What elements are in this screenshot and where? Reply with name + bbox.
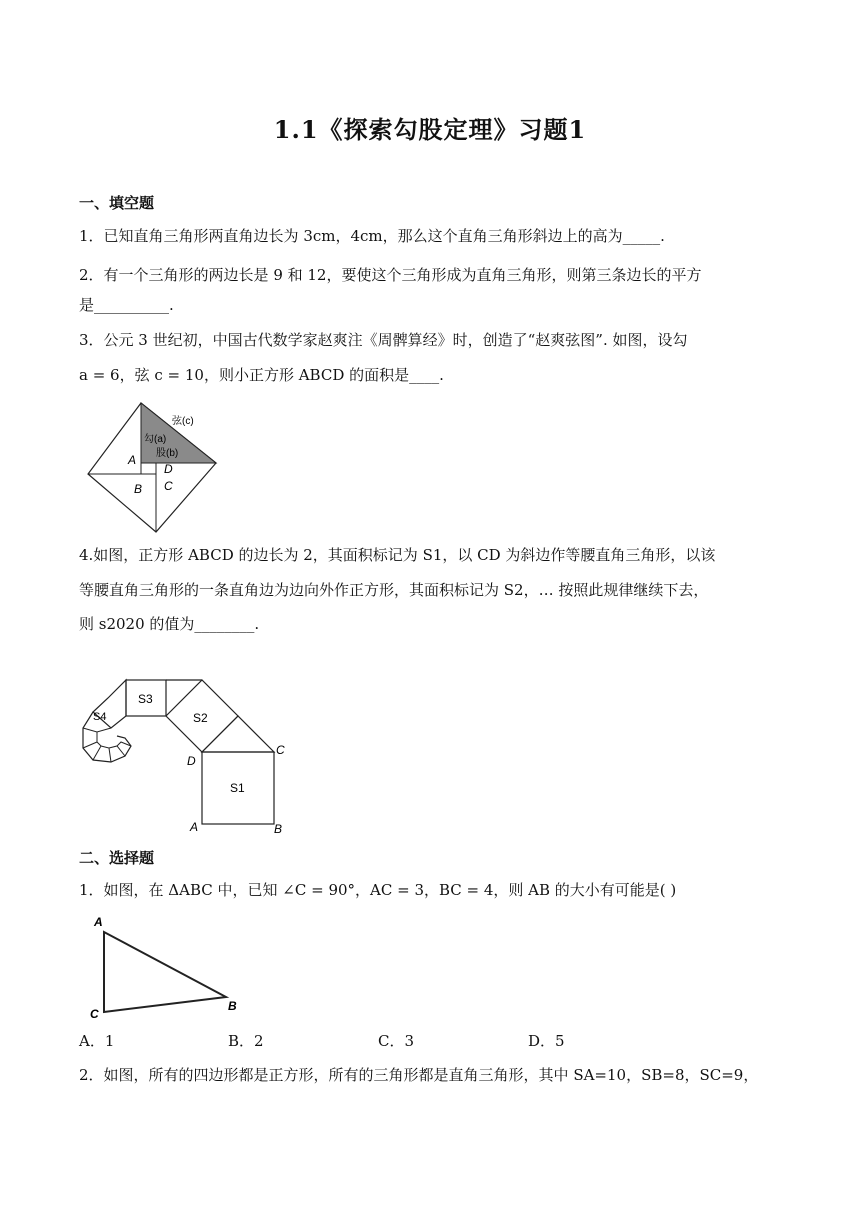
label-gu: 股(b) bbox=[156, 448, 179, 459]
triangle-abc bbox=[104, 932, 226, 1012]
option-b: B．2 bbox=[228, 1032, 264, 1050]
option-d: D．5 bbox=[528, 1032, 565, 1050]
question-3-line-2: a = 6，弦 c = 10，则小正方形 ABCD 的面积是____. bbox=[79, 366, 444, 384]
label-B: B bbox=[274, 822, 283, 836]
question-1: 1．已知直角三角形两直角边长为 3cm，4cm，那么这个直角三角形斜边上的高为_____. bbox=[79, 227, 665, 245]
option-c: C．3 bbox=[378, 1032, 415, 1050]
label-D: D bbox=[187, 754, 196, 768]
choice-question-1: 1．如图，在 ΔABC 中，已知 ∠C = 90°，AC = 3，BC = 4，则 AB 的大小有可能是( ) bbox=[79, 881, 677, 899]
small-square bbox=[141, 463, 156, 474]
spiral-squares-diagram bbox=[75, 676, 295, 836]
document-title: 1.1《探索勾股定理》习题1 bbox=[273, 115, 587, 144]
label-B: B bbox=[134, 482, 143, 496]
question-4-line-2: 等腰直角三角形的一条直角边为边向外作正方形，其面积标记为 S2，… 按照此规律继续下去， bbox=[79, 581, 709, 599]
label-A: A bbox=[190, 820, 199, 834]
label-D: D bbox=[164, 462, 173, 476]
label-s2: S2 bbox=[193, 711, 208, 725]
label-A: A bbox=[94, 915, 103, 929]
label-C: C bbox=[164, 479, 173, 493]
label-C: C bbox=[276, 743, 285, 757]
question-2-line-2: 是__________. bbox=[79, 296, 174, 314]
label-A: A bbox=[128, 453, 137, 467]
label-xian: 弦(c) bbox=[172, 416, 194, 427]
label-s1: S1 bbox=[230, 781, 245, 795]
triangle-abc-diagram bbox=[88, 914, 248, 1024]
question-3-line-1: 3．公元 3 世纪初，中国古代数学家赵爽注《周髀算经》时，创造了“赵爽弦图”. 如图，设勾 bbox=[79, 331, 688, 349]
zhao-shuang-diagram bbox=[80, 400, 220, 535]
shaded-triangle bbox=[141, 403, 216, 463]
label-gou: 勾(a) bbox=[144, 434, 167, 445]
question-2-line-1: 2．有一个三角形的两边长是 9 和 12，要使这个三角形成为直角三角形，则第三条边长的平方 bbox=[79, 266, 702, 284]
section-multiple-choice: 二、选择题 bbox=[79, 849, 155, 867]
label-s3: S3 bbox=[138, 692, 153, 706]
label-s4: S4 bbox=[93, 711, 107, 723]
question-4-line-1: 4.如图，正方形 ABCD 的边长为 2，其面积标记为 S1，以 CD 为斜边作等腰直角三角形，以该 bbox=[79, 546, 716, 564]
option-a: A．1 bbox=[79, 1032, 115, 1050]
choice-question-2: 2．如图，所有的四边形都是正方形，所有的三角形都是直角三角形，其中 SA=10，SB=8，SC=9， bbox=[79, 1066, 759, 1084]
section-fill-blank: 一、填空题 bbox=[79, 194, 155, 212]
label-B: B bbox=[228, 999, 237, 1013]
question-4-line-3: 则 s2020 的值为________. bbox=[79, 615, 260, 633]
label-C: C bbox=[90, 1007, 99, 1021]
